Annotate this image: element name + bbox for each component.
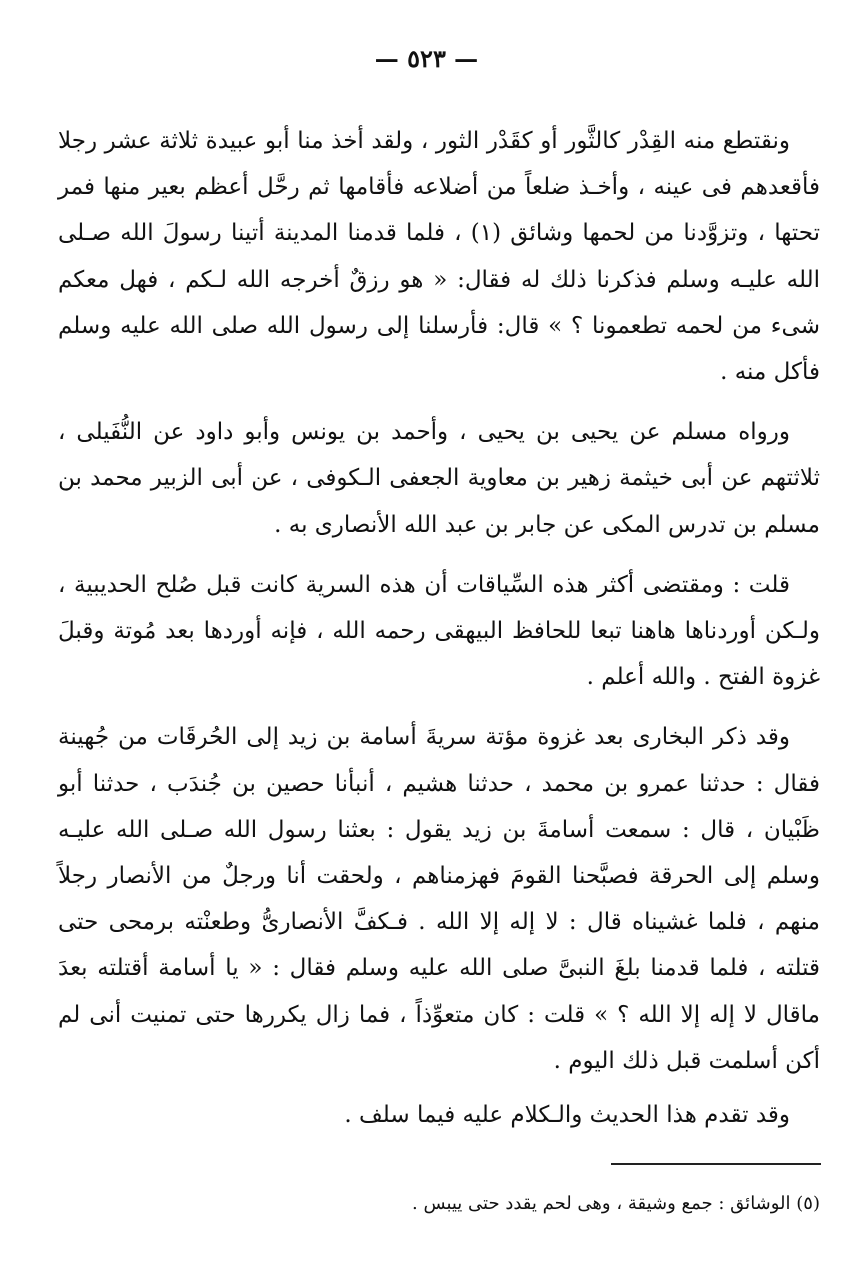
paragraph-1: ونقتطع منه القِدْر كالثَّور أو كقَدْر الثور ، ولقد أخذ منا أبو عبيدة ثلاثة عشر رجلا فأقعدهم فى عينه ، وأخـذ ضلعاً من أضلاعه فأقامها ثم رحَّل أعظم بعير منها فمر تحتها ، وتزوَّدنا من لحمها وشائق (١) ، فلما قدمنا المدينة أتينا رسولَ الله صـلى الله عليـه وسلم فذكرنا ذلك له فقال: « هو رزقٌ أخرجه الله لـكم ، فهل معكم شىء من لحمه تطعمونا ؟ » قال: فأرسلنا إلى رسول الله صلى الله عليه وسلم فأكل منه . — [58, 128, 820, 386]
footnote: (٥) الوشائق : جمع وشيقة ، وهى لحم يقدد حتى ييبس . — [412, 1193, 820, 1214]
paragraph-4: وقد ذكر البخارى بعد غزوة مؤتة سريةَ أسامة بن زيد إلى الحُرقَات من جُهينة فقال : حدثنا عمرو بن محمد ، حدثنا هشيم ، أنبأنا حصين بن جُندَب ، حدثنا أبو ظَبْيان ، قال : سمعت أسامةَ بن زيد يقول : بعثنا رسول الله صـلى الله عليـه وسلم إلى الحرقة فصبَّحنا القومَ فهزمناهم ، ولحقت أنا ورجلٌ من الأنصار رجلاً منهم ، فلما غشيناه قال : لا إله إلا الله . فـكفَّ الأنصارىُّ وطعنْته برمحى حتى قتلته ، فلما قدمنا بلغَ النبىَّ صلى الله عليه وسلم فقال : « يا أسامة أقتلته بعدَ ماقال لا إله إلا الله ؟ » قلت : كان متعوِّذاً ، فما زال يكررها حتى تمنيت أنى لم أكن أسلمت قبل ذلك اليوم . — [58, 724, 820, 1074]
footnote-divider — [611, 1163, 821, 1165]
page-number: — ٥٢٣ — — [374, 44, 479, 73]
main-text — [58, 118, 820, 1146]
paragraph-5: وقد تقدم هذا الحديث والـكلام عليه فيما سلف . — [344, 1102, 790, 1129]
paragraph-2: ورواه مسلم عن يحيى بن يحيى ، وأحمد بن يونس وأبو داود عن النُّفَيلى ، ثلاثتهم عن أبى خيثمة زهير بن معاوية الجعفى الـكوفى ، عن أبى الزبير محمد بن مسلم بن تدرس المكى عن جابر بن عبد الله الأنصارى به . — [58, 419, 820, 538]
paragraph-3: قلت : ومقتضى أكثر هذه السِّياقات أن هذه السرية كانت قبل صُلح الحديبية ، ولـكن أوردناها هاهنا تبعا للحافظ البيهقى رحمه الله ، فإنه أوردها بعد مُوتة وقبلَ غزوة الفتح . والله أعلم . — [58, 571, 820, 691]
